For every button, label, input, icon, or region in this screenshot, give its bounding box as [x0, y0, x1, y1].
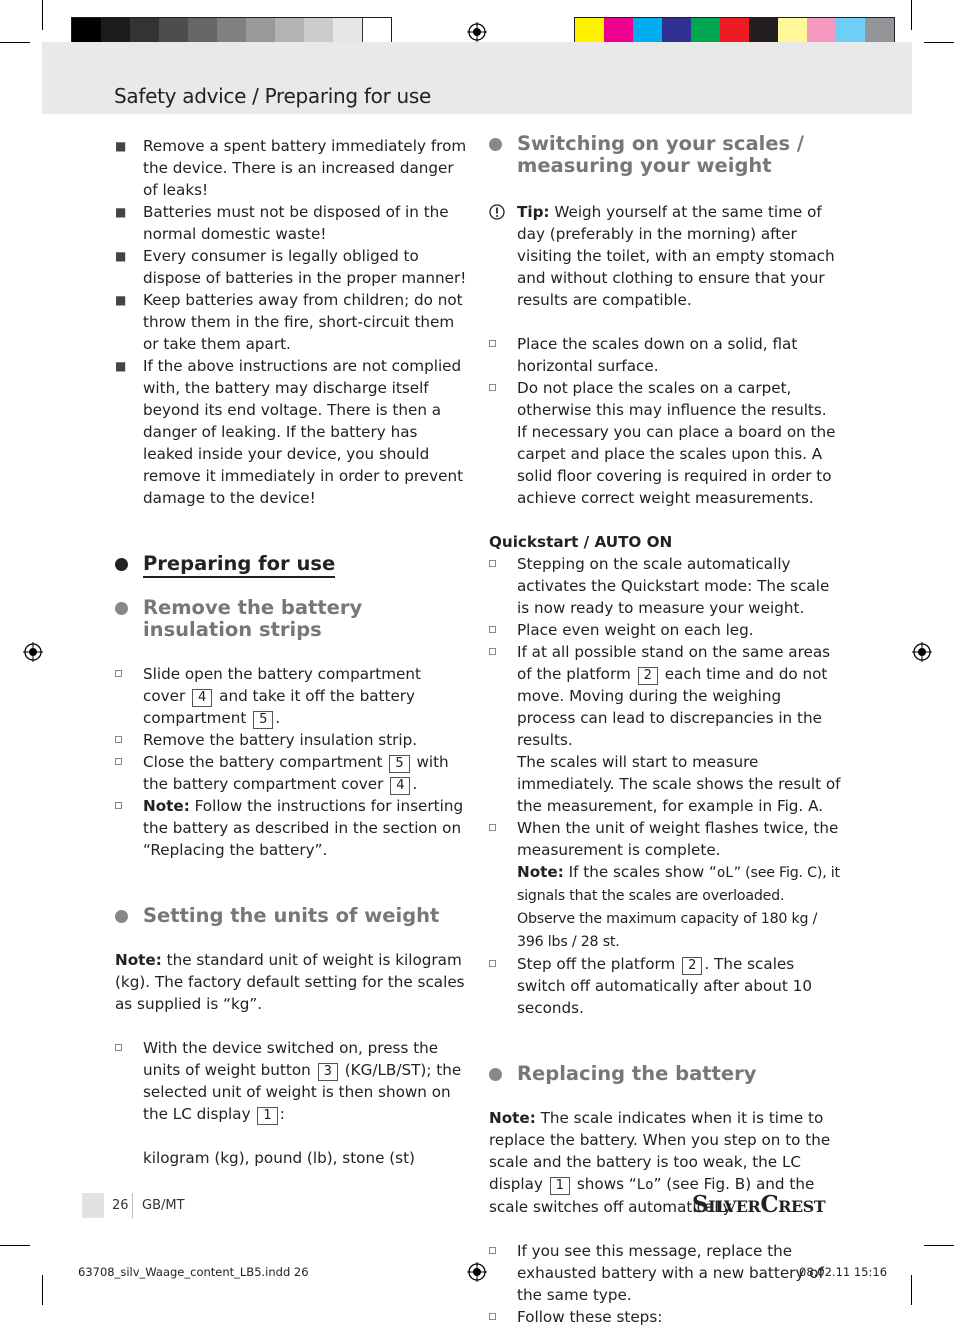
heading-remove-strips: Remove the battery insulation strips: [115, 597, 467, 641]
ref-number: 4: [390, 777, 410, 795]
list-item: Place even weight on each leg.: [489, 619, 841, 641]
color-swatch: [246, 18, 275, 45]
crop-mark: [0, 1245, 30, 1246]
page-header: [42, 42, 912, 114]
list-item: ■ Batteries must not be disposed of in the normal domestic waste!: [115, 203, 449, 243]
checkbox-icon: [489, 626, 496, 633]
color-swatch: [130, 18, 159, 45]
color-swatch: [720, 18, 749, 45]
square-bullet-icon: ■: [115, 205, 127, 219]
checkbox-icon: [489, 648, 496, 655]
list-item: Slide open the battery compartment cover 4 and take it off the battery compartment 5 .: [115, 663, 467, 729]
checkbox-icon: [489, 560, 496, 567]
list-item: Follow these steps:: [489, 1306, 841, 1328]
registration-mark-icon: [467, 22, 487, 42]
ref-number: 2: [638, 667, 658, 685]
list-item: Note: Follow the instructions for inserting the battery as described in the section on “Replacing the battery”.: [115, 795, 467, 861]
checkbox-icon: [489, 384, 496, 391]
crop-mark: [911, 1275, 912, 1305]
tip: Tip: Weigh yourself at the same time of day (preferably in the morning) after visiting the toilet, with an empty stomach and without clothing to ensure that your results are compatible.: [489, 201, 841, 311]
ref-number: 1: [257, 1107, 277, 1125]
color-swatch: [778, 18, 807, 45]
page-title: Safety advice / Preparing for use: [114, 84, 432, 108]
color-swatch: [362, 18, 391, 45]
bullet-dot-icon: [489, 1068, 502, 1081]
color-swatch: [865, 18, 894, 45]
ref-number: 4: [192, 689, 212, 707]
page-number: 26: [112, 1198, 129, 1213]
ref-number: 1: [550, 1177, 570, 1195]
heading-replace-battery: Replacing the battery: [489, 1063, 841, 1085]
color-swatch: [691, 18, 720, 45]
color-swatch: [72, 18, 101, 45]
units-note: Note: the standard unit of weight is kilogram (kg). The factory default setting for the scales as supplied is “kg”.: [115, 951, 465, 1013]
crop-mark: [911, 0, 912, 30]
page-number-tab: [82, 1193, 104, 1218]
registration-mark-icon: [467, 1262, 487, 1282]
heading-units: Setting the units of weight: [115, 905, 467, 927]
placement-steps: [489, 333, 841, 509]
replace-note: Note: The scale indicates when it is time to replace the battery. When you step on to the scale and the battery is too weak, the LC display 1 shows “Lo” (see Fig. B) and the scale switches off automatically.: [489, 1109, 831, 1216]
color-swatch: [217, 18, 246, 45]
list-item: ■ Every consumer is legally obliged to dispose of batteries in the proper manner!: [115, 247, 467, 287]
list-item: Close the battery compartment 5 with the battery compartment cover 4 .: [115, 751, 467, 795]
square-bullet-icon: ■: [115, 249, 127, 263]
ref-number: 3: [318, 1063, 338, 1081]
checkbox-icon: [115, 802, 122, 809]
color-swatch: [807, 18, 836, 45]
bullet-dot-icon: [115, 602, 128, 615]
checkbox-icon: [115, 670, 122, 677]
color-swatch: [633, 18, 662, 45]
checkbox-icon: [115, 736, 122, 743]
color-swatch: [188, 18, 217, 45]
color-swatch: [101, 18, 130, 45]
color-swatch: [749, 18, 778, 45]
registration-mark-icon: [912, 642, 932, 662]
crop-mark: [924, 1245, 954, 1246]
ref-number: 5: [389, 755, 409, 773]
checkbox-icon: [489, 1313, 496, 1320]
ref-number: 2: [682, 957, 702, 975]
right-column: [489, 133, 841, 1328]
quickstart-title: Quickstart / AUTO ON: [489, 533, 673, 551]
crop-mark: [42, 0, 43, 30]
ref-number: 5: [253, 711, 273, 729]
print-date: 08.02.11 15:16: [799, 1265, 888, 1279]
footer-divider: [132, 1193, 133, 1218]
list-item: If you see this message, replace the exhausted battery with a new battery of the same type.: [489, 1240, 841, 1306]
checkbox-icon: [489, 1247, 496, 1254]
registration-mark-icon: [23, 642, 43, 662]
square-bullet-icon: ■: [115, 293, 127, 307]
checkbox-icon: [489, 824, 496, 831]
lcd-lo-symbol: Lo: [636, 1177, 654, 1193]
list-item: Place the scales down on a solid, flat horizontal surface.: [489, 333, 841, 377]
list-item: When the unit of weight flashes twice, the measurement is complete. Note: If the scales show “oL” (see Fig. C), it signals that the scales are overloaded. Observe the maximum capacity of 180 kg / 396 lbs / 28 st.: [489, 817, 841, 953]
checkbox-icon: [489, 340, 496, 347]
square-bullet-icon: ■: [115, 139, 127, 153]
color-swatch: [662, 18, 691, 45]
list-item: ■ If the above instructions are not complied with, the battery may discharge itself beyond its end voltage. There is then a danger of leaking. If the battery has leaked inside your device, you should remove it immediately in order to prevent damage to the device!: [115, 357, 464, 507]
list-item: With the device switched on, press the units of weight button 3 (KG/LB/ST); the selected unit of weight is then shown on the LC display 1 :: [115, 1037, 467, 1125]
language-code: GB/MT: [142, 1198, 185, 1213]
crop-mark: [0, 42, 30, 43]
replace-steps: [489, 1240, 841, 1328]
color-swatch: [333, 18, 362, 45]
file-info: 63708_silv_Waage_content_LB5.indd 26: [78, 1265, 309, 1279]
list-item: ■ Keep batteries away from children; do not throw them in the fire, short-circuit them or take them apart.: [115, 291, 463, 353]
heading-switch-on: Switching on your scales / measuring your weight: [489, 133, 841, 177]
list-item: If at all possible stand on the same areas of the platform 2 each time and do not move. Moving during the weighing process can lead to discrepancies in the results. The scales will start to measure immediately. The scale shows the result of the measurement, for example in Fig. A.: [489, 641, 841, 817]
crop-mark: [924, 42, 954, 43]
list-item: Step off the platform 2 . The scales switch off automatically after about 10 seconds.: [489, 953, 841, 1019]
lcd-ol-symbol: oL: [716, 865, 734, 881]
list-item: Do not place the scales on a carpet, otherwise this may influence the results. If necessary you can place a board on the carpet and place the scales upon this. A solid floor covering is required in order to achieve correct weight measurements.: [489, 377, 841, 509]
color-swatch: [575, 18, 604, 45]
bullet-dot-icon: [489, 138, 502, 151]
checkbox-icon: [115, 758, 122, 765]
heading-preparing: Preparing for use: [115, 553, 467, 575]
checkbox-icon: [115, 1044, 122, 1051]
checkbox-icon: [489, 960, 496, 967]
bullet-dot-icon: [115, 910, 128, 923]
exclamation-icon: [489, 204, 505, 220]
list-item: ■ Remove a spent battery immediately from the device. There is an increased danger of leaks!: [115, 137, 467, 199]
brand-logo: SilverCrest: [692, 1191, 826, 1218]
color-swatch: [836, 18, 865, 45]
crop-mark: [42, 1275, 43, 1305]
color-swatch: [275, 18, 304, 45]
units-list: kilogram (kg), pound (lb), stone (st): [143, 1149, 415, 1167]
color-swatch: [604, 18, 633, 45]
bullet-dot-icon: [115, 558, 128, 571]
color-swatch: [159, 18, 188, 45]
list-item: Remove the battery insulation strip.: [115, 729, 467, 751]
battery-warning-list: [115, 135, 467, 509]
left-column: [115, 135, 467, 1169]
list-item: Stepping on the scale automatically activates the Quickstart mode: The scale is now ready to measure your weight.: [489, 553, 841, 619]
color-swatch: [304, 18, 333, 45]
square-bullet-icon: ■: [115, 359, 127, 373]
